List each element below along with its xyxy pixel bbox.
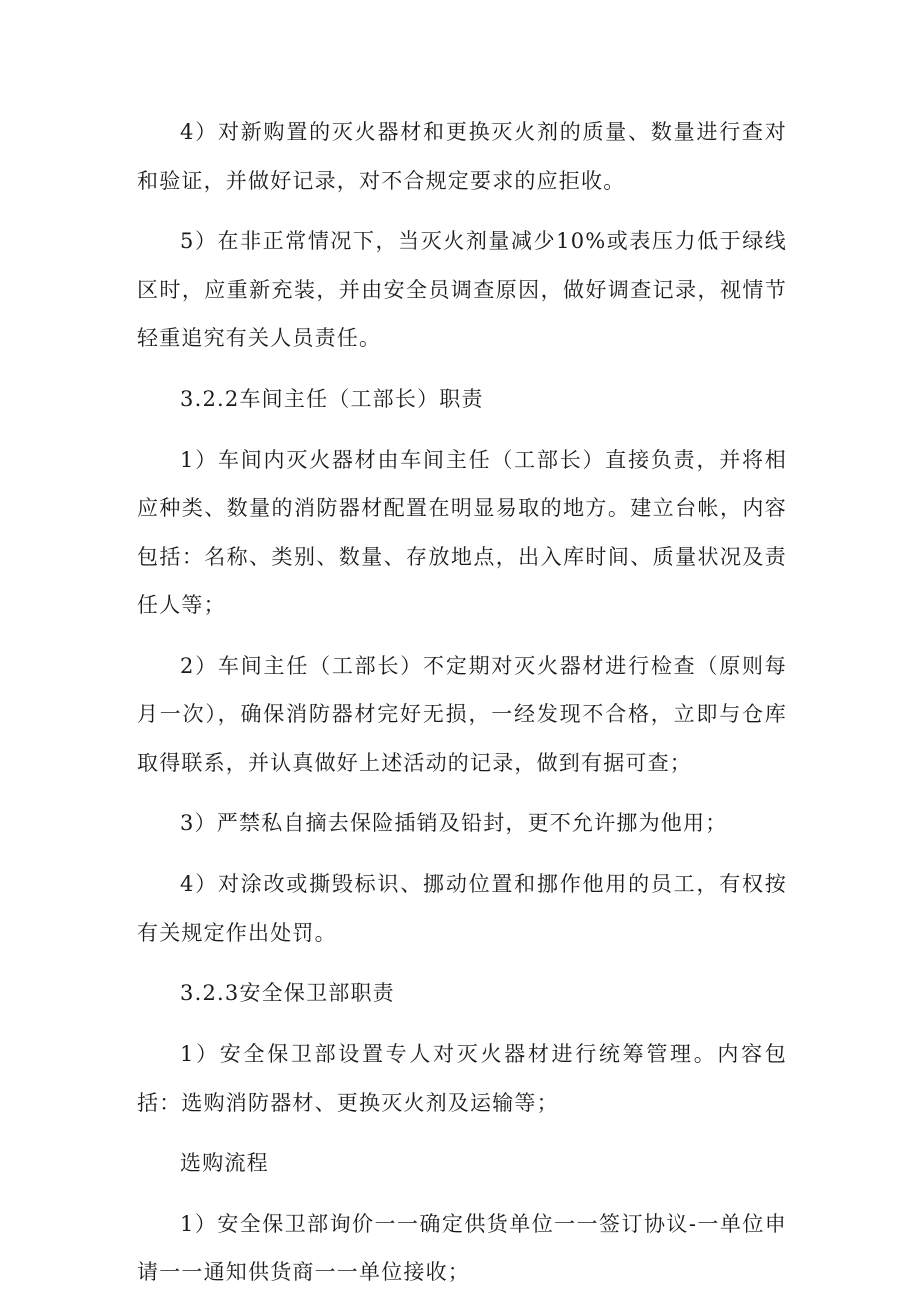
- section-heading-3-2-3: 3.2.3安全保卫部职责: [180, 981, 395, 1006]
- paragraph-purchase-step-1: 1）安全保卫部询价一一确定供货单位一一签订协议-一单位申请一一通知供货商一一单位接收；: [137, 1211, 787, 1285]
- paragraph-security-item-1: 1）安全保卫部设置专人对灭火器材进行统筹管理。内容包括：选购消防器材、更换灭火剂及运输等；: [137, 1042, 787, 1115]
- document-body: [137, 108, 787, 1309]
- paragraph-workshop-item-3: 3）严禁私自摘去保险插销及铅封，更不允许挪为他用；: [180, 811, 728, 836]
- subheading-purchase-process: 选购流程: [180, 1151, 269, 1176]
- paragraph-item-5-refill-condition: 5）在非正常情况下，当灭火剂量减少10%或表压力低于绿线区时，应重新充装，并由安全员调查原因，做好调查记录，视情节轻重追究有关人员责任。: [137, 229, 787, 351]
- paragraph-workshop-item-1: 1）车间内灭火器材由车间主任（工部长）直接负责，并将相应种类、数量的消防器材配置在明显易取的地方。建立台帐，内容包括：名称、类别、数量、存放地点，出入库时间、质量状况及责任人等；: [137, 447, 787, 618]
- section-heading-3-2-2: 3.2.2车间主任（工部长）职责: [180, 386, 484, 411]
- paragraph-workshop-item-2: 2）车间主任（工部长）不定期对灭火器材进行检查（原则每月一次），确保消防器材完好无损，一经发现不合格，立即与仓库取得联系，并认真做好上述活动的记录，做到有据可查；: [137, 653, 787, 775]
- paragraph-item-4-new-equipment-check: 4）对新购置的灭火器材和更换灭火剂的质量、数量进行查对和验证，并做好记录，对不合规定要求的应拒收。: [137, 120, 787, 193]
- paragraph-workshop-item-4: 4）对涂改或撕毁标识、挪动位置和挪作他用的员工，有权按有关规定作出处罚。: [137, 872, 787, 945]
